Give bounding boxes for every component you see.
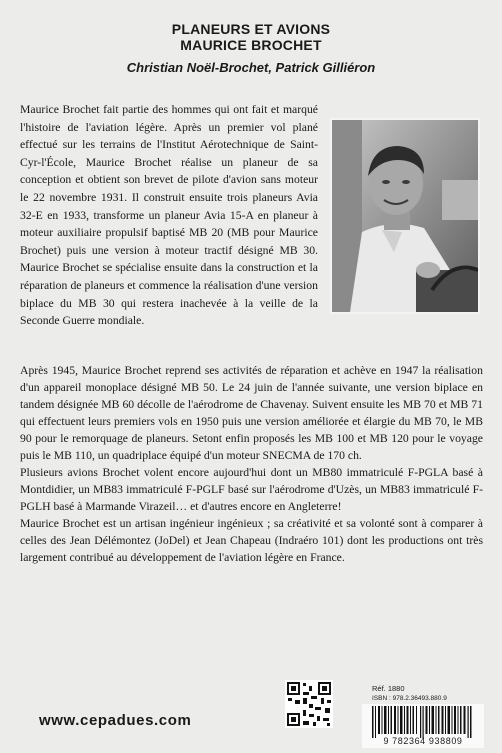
barcode-number: 9 782364 938809	[383, 736, 463, 746]
intro-paragraph: Maurice Brochet fait partie des hommes qui ont fait et marqué l'histoire de l'aviation légère. Après un premier vol plané effectué sur les terrains de l'Institut Aérotechnique de Saint-Cyr-l'École, Maurice Brochet réalise un planeur de sa conception et obtient son brevet de pilote d'avion sans moteur le 22 novembre 1931. Il construit ensuite trois planeurs Avia 32-E en 1933, transforme un planeur Avia 15-A en planeur à moteur auxiliaire propulsif baptisé MB 20 (MB pour Maurice Brochet) puis une version à moteur tractif désigné MB 30. Maurice Brochet se spécialise ensuite dans la construction et la réparation de planeurs et commence la réalisation d'une version biplace du MB 30 qui restera inachevée à la veille de la Seconde Guerre mondiale.	[20, 103, 318, 328]
paragraph-post-1945: Après 1945, Maurice Brochet reprend ses activités de réparation et achève en 1947 la réalisation d'un appareil monoplace désigné MB 50. Le 24 juin de l'année suivante, une version biplace en tandem désignée MB 60 décolle de l'aérodrome de Chavenay. Suivent ensuite les MB 70 et MB 71 qui effectuent leurs premiers vols en 1950 puis une version améliorée et élargie du MB 70, le MB 90 pour le remorquage de planeurs. Setont enfin proposés les MB 100 et MB 120 pour le voyage puis le MB 110, un quadriplace équipé d'un moteur SNECMA de 170 ch.	[20, 364, 483, 462]
book-title-line-2: MAURICE BROCHET	[180, 37, 322, 53]
paragraph-legacy: Maurice Brochet est un artisan ingénieur ingénieux ; sa créativité et sa volonté sont à comparer à celles des Jean Délémontez (JoDel) et Jean Chapeau (Indraéro 101) dont les productions ont très largement contribué au développement de l'aviation légère en France.	[20, 517, 483, 564]
book-title-line-1: PLANEURS ET AVIONS	[171, 21, 331, 37]
reference-number: Réf. 1880	[372, 684, 405, 693]
book-authors: Christian Noël-Brochet, Patrick Gilliéron	[126, 60, 376, 75]
portrait-photo-illustration	[332, 120, 478, 312]
main-text-block	[20, 362, 483, 566]
intro-text-block	[20, 101, 318, 330]
barcode-bars	[362, 704, 484, 738]
paragraph-surviving-aircraft: Plusieurs avions Brochet volent encore aujourd'hui dont un MB80 immatriculé F-PGLA basé à Montdidier, un MB83 immatriculé F-PGLF basé sur l'aérodrome d'Uzès, un MB83 immatriculé F-PGLH basé à Marmande Virazeil… et d'autres encore en Angleterre!	[20, 466, 483, 513]
isbn-text: ISBN : 978.2.36493.880.9	[372, 695, 447, 702]
publisher-website: www.cepadues.com	[39, 712, 192, 729]
portrait-photo	[330, 118, 480, 314]
qr-code	[285, 680, 333, 728]
